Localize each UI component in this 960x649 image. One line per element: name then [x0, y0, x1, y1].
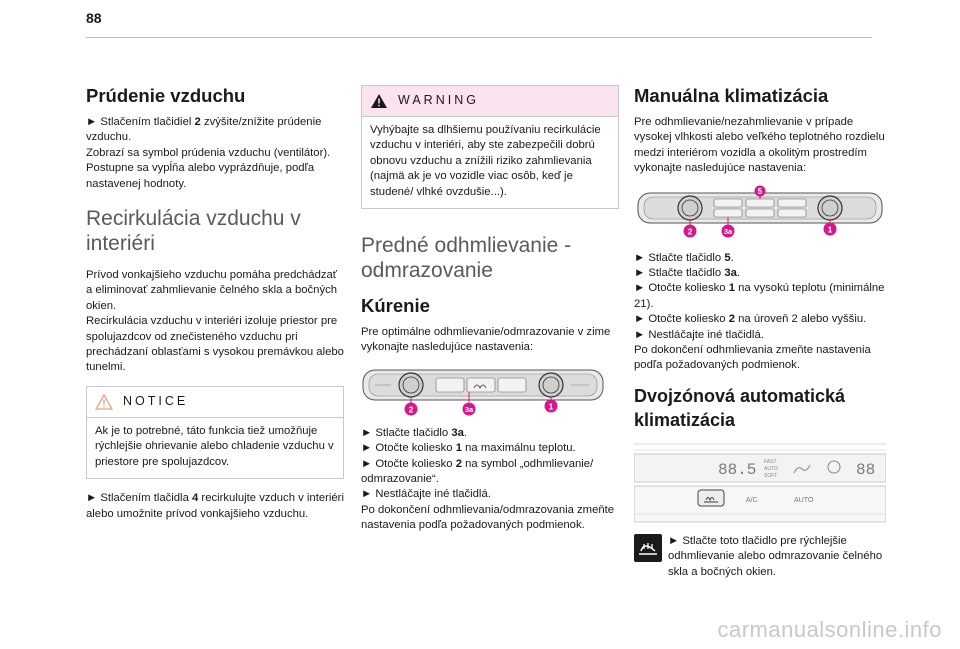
heading-front-demist: Predné odhmlievanie - odmrazovanie: [361, 234, 572, 283]
heading-heating: Kúrenie: [361, 295, 430, 317]
heading-recirculation: Recirkulácia vzduchu v interiéri: [86, 207, 301, 256]
notice-header: [87, 387, 343, 417]
svg-text:1: 1: [548, 401, 554, 412]
svg-text:2: 2: [408, 404, 414, 415]
header-rule: [86, 37, 872, 38]
display-auto: AUTO: [764, 465, 778, 472]
notice-text: Ak je to potrebné, táto funkcia tiež umožňuje rýchlejšie ohrievanie alebo chladenie vzduchu v priestore pre spolujazdcov.: [87, 417, 343, 478]
auto-button-label: AUTO: [794, 496, 814, 504]
callout-3a: [463, 402, 476, 415]
dual-zone-panel-image: [634, 440, 892, 526]
manual-ac-panel-image: [634, 185, 892, 241]
defrost-button-icon: [634, 534, 662, 562]
manual-ac-steps: ► Stlačte tlačidlo 5. ► Stlačte tlačidlo 3a. ► Otočte koliesko 1 na vysokú teplotu (minimálne 21). ► Otočte koliesko 2 na úroveň 2 alebo vyššiu. ► Nestláčajte iné tlačidlá. Po dokončení odhmlievania zmeňte nastavenia podľa požadovaných podmienok.: [634, 251, 885, 372]
ac-button-label: A/C: [746, 496, 758, 504]
svg-text:2: 2: [687, 226, 693, 237]
manual-ac-control-panel: [634, 185, 886, 241]
heating-control-panel: [361, 364, 605, 416]
heading-airflow: Prúdenie vzduchu: [86, 85, 246, 106]
callout-2b: [684, 224, 697, 237]
column-3: [634, 85, 892, 580]
warning-text: Vyhýbajte sa dlhšiemu používaniu recirkulácie vzduchu v interiéri, aby ste zabezpečili dobrú obnovu vzduchu a znížili riziko zahmlievania (najmä ak je vo vozidle viac osôb, keď je studené/ vlhké ovzdušie...).: [362, 116, 618, 208]
callout-3a-b: [722, 224, 735, 237]
manual-ac-intro: Pre odhmlievanie/nezahmlievanie v prípade vysokej vlhkosti alebo veľkého teplotného rozdielu medzi interiérom vozidla a okolitým prostredím vykonajte nasledujúce nastavenia:: [634, 116, 885, 175]
callout-5: [755, 185, 766, 196]
heating-steps: ► Stlačte tlačidlo 3a. ► Otočte koliesko 1 na maximálnu teplotu. ► Otočte koliesko 2 na symbol „odhmlievanie/ odmrazovanie“. ► Nestláčajte iné tlačidlá. Po dokončení odhmlievania/odmrazovania zmeňte nastavenia podľa požadovaných podmienok.: [361, 426, 615, 532]
recirc-step: ► Stlačením tlačidla 4 recirkulujte vzduch v interiéri alebo umožnite prívod vonkajšieho vzduchu.: [86, 492, 344, 520]
heading-manual-ac: Manuálna klimatizácia: [634, 85, 829, 106]
notice-label: NOTICE: [123, 394, 189, 409]
heating-panel-image: [361, 364, 619, 416]
watermark: carmanualsonline.info: [717, 617, 942, 642]
warning-box: [361, 85, 619, 209]
heating-intro: Pre optimálne odhmlievanie/odmrazovanie v zime vykonajte nasledujúce nastavenia:: [361, 326, 611, 354]
defrost-instruction-text: ► Stlačte toto tlačidlo pre rýchlejšie odhmlievanie alebo odmrazovanie čelného skla a bočných okien.: [668, 534, 883, 578]
warning-header: [362, 86, 618, 116]
svg-text:3a: 3a: [723, 226, 733, 236]
svg-text:3a: 3a: [464, 404, 474, 414]
svg-text:1: 1: [827, 224, 833, 235]
display-temp-left: 88.5: [718, 460, 757, 479]
heading-dual-zone: Dvojzónová automatická klimatizácia: [634, 385, 846, 430]
display-soft: SOFT: [764, 472, 778, 479]
page-number: 88: [86, 10, 102, 26]
notice-icon: [95, 394, 113, 410]
column-1: [86, 85, 344, 529]
callout-1: [545, 399, 558, 412]
callout-1b: [824, 222, 837, 235]
display-temp-right: 88: [856, 460, 876, 479]
airflow-step: ► Stlačením tlačidiel 2 zvýšite/znížite prúdenie vzduchu. Zobrazí sa symbol prúdenia vzduchu (ventilátor). Postupne sa vypĺňa alebo vyprázdňuje, podľa nastavenej hodnoty.: [86, 116, 331, 190]
svg-text:5: 5: [757, 186, 763, 196]
recirc-para-1: Prívod vonkajšieho vzduchu pomáha predchádzať a eliminovať zahmlievanie čelného skla a bočných okien. Recirkulácia vzduchu v interiéri izoluje priestor pre spolujazdcov od znečisteného vzduchu pri prechádzaní oblasťami s vysokou premávkou alebo tunelmi.: [86, 269, 344, 374]
callout-2: [405, 402, 418, 415]
dual-zone-control-panel: [634, 440, 886, 526]
warning-label: WARNING: [398, 93, 479, 108]
airflow-fill-text: Postupne sa vypĺňa alebo vyprázdňuje, podľa nastavenej hodnoty.: [86, 162, 315, 190]
display-fast: FAST: [764, 458, 777, 465]
defrost-instruction: [634, 534, 892, 580]
column-2: [361, 85, 619, 538]
airflow-symbol-text: Zobrazí sa symbol prúdenia vzduchu (ventilátor).: [86, 146, 331, 159]
notice-box: [86, 386, 344, 479]
warning-icon: [370, 93, 388, 109]
